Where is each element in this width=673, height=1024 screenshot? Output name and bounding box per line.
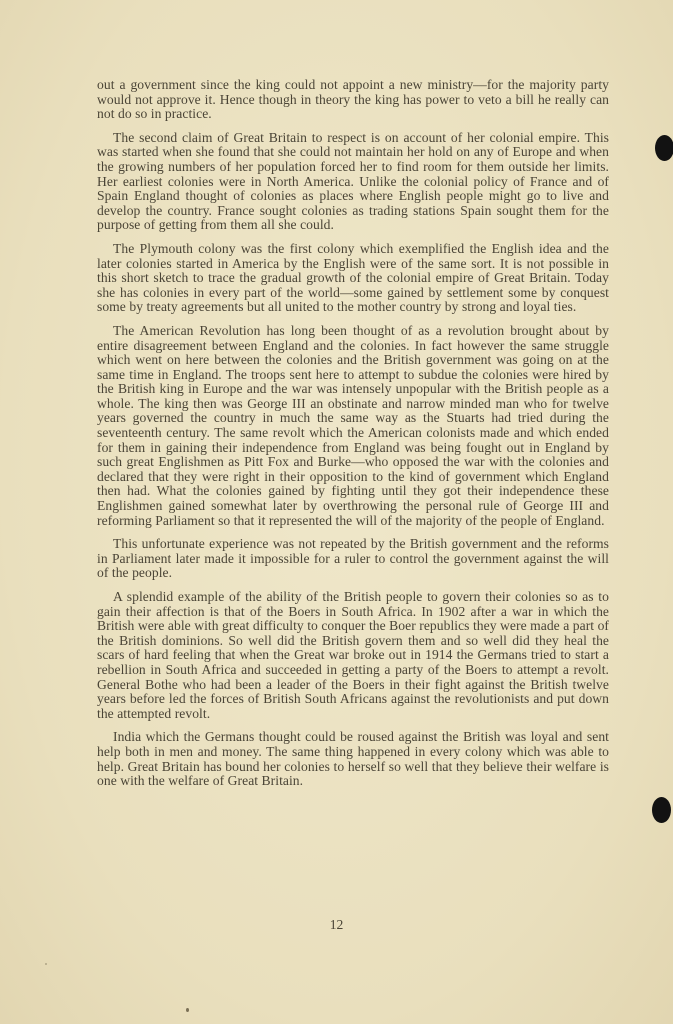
paragraph-american-revolution: The American Revolution has long been thought of as a revolution brought about by entire disagreement between England and the colonies. In fact however the same struggle which went on here between the colonies and the British government was going on at the same time in England. The troops sent here to attempt to subdue the colonies were hired by the British king in Europe and the war was intensely unpopular with the British people as a whole. The king then was George III an obstinate and narrow minded man who for twelve years governed the country in much the same way as the Stuarts had tried during the seventeenth century. The same revolt which the American colonists made and which ended for them in gaining their independence from England was being fought out in England by such great Englishmen as Pitt Fox and Burke—who opposed the war with the colonies and declared that they were right in their opposition to the kind of government which England then had. What the colonies gained by fighting until they got their independence these Englishmen gained somewhat later by overthrowing the personal rule of George III and reforming Parliament so that it represented the will of the majority of the people of England.: [97, 322, 609, 528]
paper-speck: [45, 963, 47, 965]
binder-hole-top: [655, 135, 673, 161]
paragraph-boers: A splendid example of the ability of the British people to govern their colonies so as to gain their affection is that of the Boers in South Africa. In 1902 after a war in which the British were able with great difficulty to conquer the Boer republics they were made a part of the British dominions. So well did the British govern them and so well did they heal the scars of hard feeling that when the Great war broke out in 1914 the Germans tried to start a rebellion in South Africa and succeeded in getting a party of the Boers to attempt a revolt. General Bothe who had been a leader of the Boers in their fight against the British twelve years before led the forces of British South Africans against the revolutionists and put down the attempted revolt.: [97, 589, 609, 721]
paragraph-continuation: out a government since the king could not appoint a new ministry—for the majority party would not approve it. Hence though in theory the king has power to veto a bill he really can not do so in practice.: [97, 77, 609, 122]
paragraph-colonial-empire: The second claim of Great Britain to respect is on account of her colonial empire. This was started when she found that she could not maintain her hold on any of Europe and when the growing numbers of her population forced her to find room for them outside her limits. Her earliest colonies were in North America. Unlike the colonial policy of France and of Spain England thought of colonies as places where English people might go to live and develop the country. France sought colonies as trading stations Spain sought them for the purpose of getting from them all she could.: [97, 129, 609, 233]
paragraph-plymouth-colony: The Plymouth colony was the first colony which exemplified the English idea and the later colonies started in America by the English were of the same sort. It is not possible in this short sketch to trace the gradual growth of the colonial empire of Great Britain. Today she has colonies in every part of the world—some gained by settlement some by conquest some by treaty agreements but all united to the mother country by strong and loyal ties.: [97, 240, 609, 315]
binder-hole-bottom: [652, 797, 671, 823]
page-number: 12: [329, 917, 344, 932]
paper-speck: [186, 1008, 189, 1012]
paragraph-india: India which the Germans thought could be roused against the British was loyal and sent help both in men and money. The same thing happened in every colony which was able to help. Great Britain has bound her colonies to herself so well that they believe their welfare is one with the welfare of Great Britain.: [97, 729, 609, 789]
body-text: [97, 78, 609, 798]
paragraph-reforms: This unfortunate experience was not repeated by the British government and the reforms in Parliament later made it impossible for a ruler to control the government against the will of the people.: [97, 536, 609, 581]
